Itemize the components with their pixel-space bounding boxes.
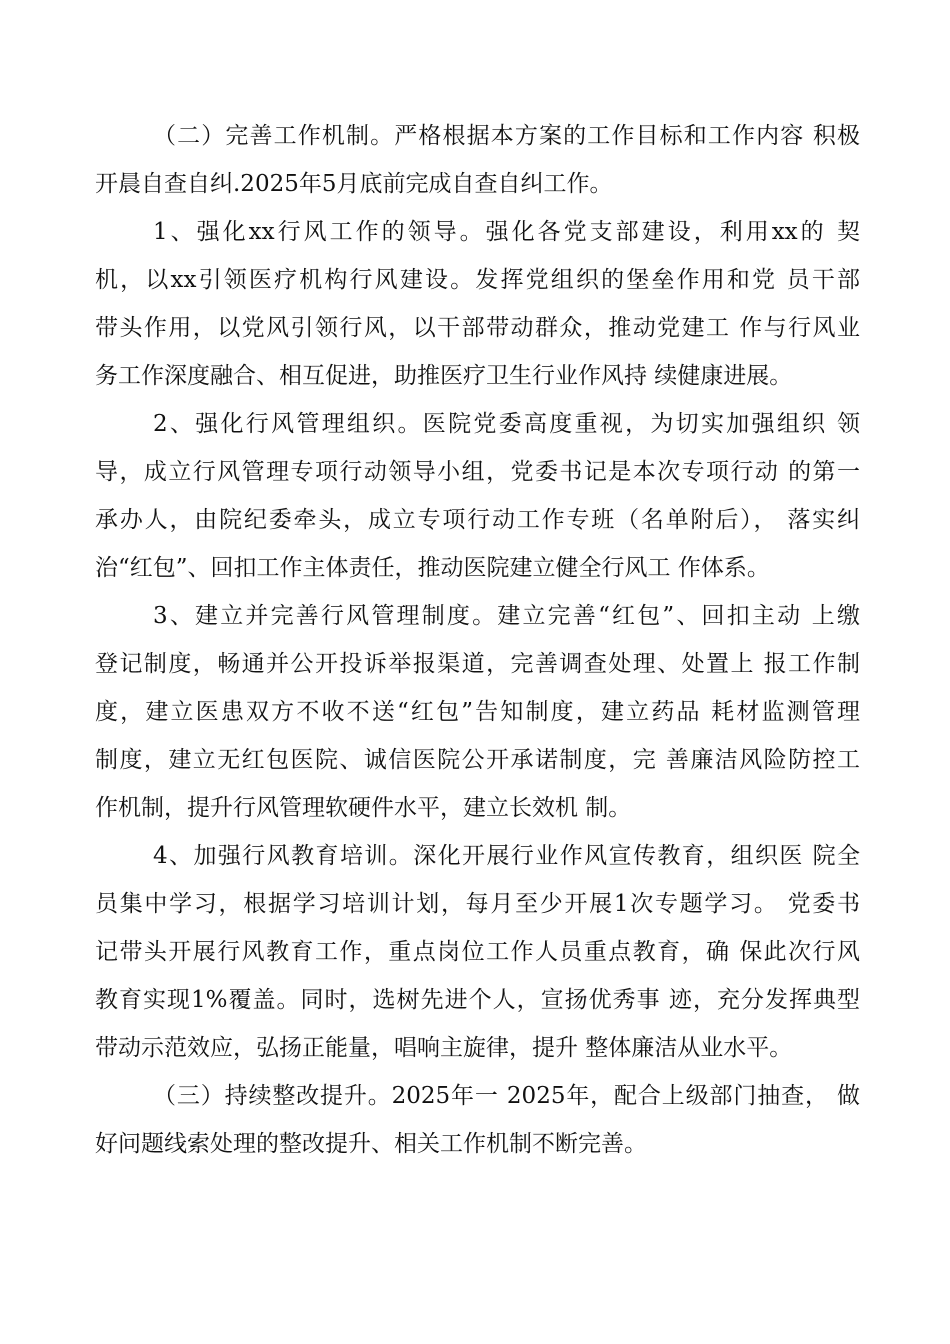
- text-line: 务工作深度融合、相互促进，助推医疗卫生行业作风持 续健康进展。: [95, 363, 793, 389]
- text-line: 治“红包”、回扣工作主体责任，推动医院建立健全行风工 作体系。: [95, 555, 770, 581]
- document-body: [95, 112, 860, 1168]
- text-line: 度，建立医患双方不收不送“红包”告知制度，建立药品 耗材监测管理: [95, 699, 860, 725]
- text-line: 带头作用，以党风引领行风，以干部带动群众，推动党建工 作与行风业: [95, 315, 860, 341]
- paragraph-item-4: [95, 832, 860, 1072]
- text-line: 导，成立行风管理专项行动领导小组，党委书记是本次专项行动 的第一: [95, 459, 860, 485]
- paragraph-item-2: [95, 400, 860, 592]
- text-line: 教育实现1%覆盖。同时，选树先进个人，宣扬优秀事 迹，充分发挥典型: [95, 987, 860, 1013]
- text-line: 员集中学习，根据学习培训计划，每月至少开展1次专题学习。 党委书: [95, 891, 860, 917]
- text-line: 1、强化xx行风工作的领导。强化各党支部建设，利用xx的 契: [153, 219, 860, 245]
- text-line: 记带头开展行风教育工作，重点岗位工作人员重点教育，确 保此次行风: [95, 939, 860, 965]
- text-line: 3、建立并完善行风管理制度。建立完善“红包”、回扣主动 上缴: [153, 603, 860, 629]
- paragraph-work-mechanism: [95, 112, 860, 208]
- text-line: 2、强化行风管理组织。医院党委高度重视，为切实加强组织 领: [153, 411, 860, 437]
- text-line: 机，以xx引领医疗机构行风建设。发挥党组织的堡垒作用和党 员干部: [95, 267, 860, 293]
- text-line: 好问题线索处理的整改提升、相关工作机制不断完善。: [95, 1131, 647, 1157]
- text-line: 制度，建立无红包医院、诚信医院公开承诺制度，完 善廉洁风险防控工: [95, 747, 860, 773]
- paragraph-rectification: [95, 1072, 860, 1168]
- text-line: （二）完善工作机制。严格根据本方案的工作目标和工作内容 积极: [153, 123, 860, 149]
- text-line: 作机制，提升行风管理软硬件水平，建立长效机 制。: [95, 795, 632, 821]
- text-line: 开晨自查自纠.2025年5月底前完成自查自纠工作。: [95, 171, 613, 197]
- text-line: 承办人，由院纪委牵头，成立专项行动工作专班（名单附后）， 落实纠: [95, 507, 860, 533]
- paragraph-item-3: [95, 592, 860, 832]
- paragraph-item-1: [95, 208, 860, 400]
- text-line: 4、加强行风教育培训。深化开展行业作风宣传教育，组织医 院全: [153, 843, 860, 869]
- text-line: 带动示范效应，弘扬正能量，唱响主旋律，提升 整体廉洁从业水平。: [95, 1035, 793, 1061]
- text-line: （三）持续整改提升。2025年一 2025年，配合上级部门抽查， 做: [153, 1083, 860, 1109]
- text-line: 登记制度，畅通并公开投诉举报渠道，完善调查处理、处置上 报工作制: [95, 651, 860, 677]
